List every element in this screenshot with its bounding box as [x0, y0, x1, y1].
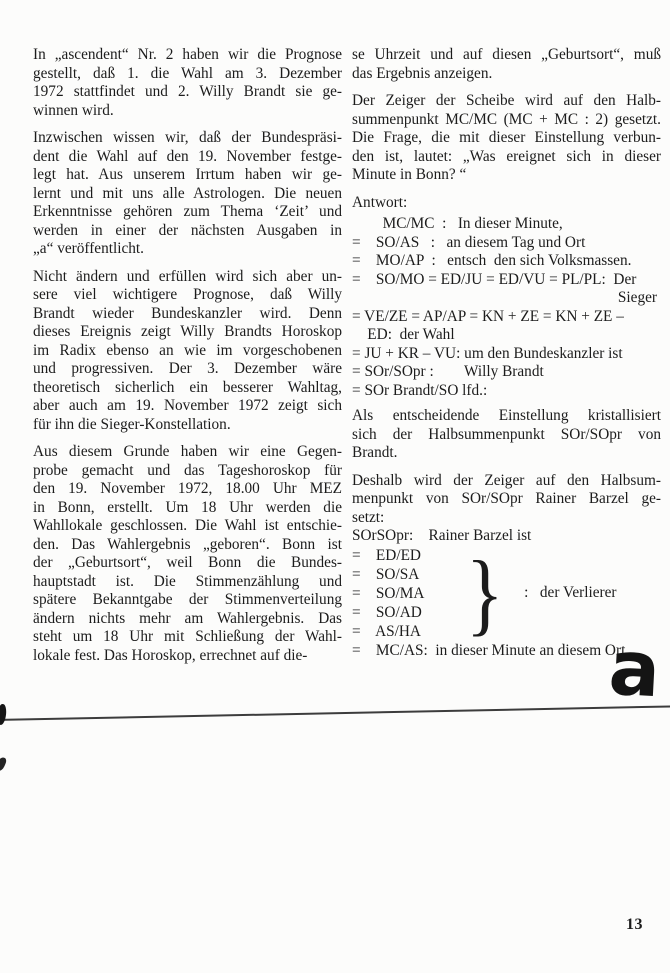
- answer-line: = SO/MO = ED/JU = ED/VU = PL/PL: Der: [352, 270, 637, 288]
- text-line: = SO/AD: [352, 603, 422, 621]
- magazine-logo-a: a: [606, 622, 663, 715]
- text-line: = ED/ED: [352, 546, 421, 564]
- text-line: den 19. November 1972, 18.00 Uhr MEZ: [33, 480, 342, 497]
- text-line: Minute in Bonn? “: [352, 166, 467, 183]
- text-line: und progressiven. Der 3. Dezember wäre: [33, 360, 342, 377]
- text-line: Als entscheidende Einstellung kristallisiert: [352, 407, 661, 424]
- text-line: probe gemacht und das Tageshoroskop für: [33, 461, 342, 479]
- text-line: In „ascendent“ Nr. 2 haben wir die Prognose: [33, 46, 342, 63]
- answer-line: = JU + KR – VU: um den Bundeskanzler ist: [352, 344, 623, 362]
- text-line: Brandt wieder Bundeskanzler wird. Denn: [33, 304, 342, 322]
- text-line: summenpunkt MC/MC (MC + MC : 2) gesetzt.: [352, 110, 661, 128]
- right-column: [352, 46, 661, 660]
- answer-line: = SO/AS : an diesem Tag und Ort: [352, 233, 586, 251]
- text-line: steht um 18 Uhr mit Schließung der Wahl-: [33, 628, 342, 645]
- text-line: 1972 stattfindet und 2. Willy Brandt sie ge-: [33, 83, 342, 100]
- text-line: legt hat. Aus unserem Irrtum haben wir ge-: [33, 166, 342, 183]
- mcas-line: = MC/AS: in dieser Minute an diesem Ort.: [352, 641, 630, 659]
- text-line: theoretisch sicherlich ein besserer Wahltag,: [33, 378, 342, 396]
- text-line: werden in einer der nächsten Ausgaben in: [33, 221, 342, 239]
- verlierer-rows: [352, 546, 466, 641]
- answer-line: = SOr/SOpr : Willy Brandt: [352, 363, 544, 380]
- text-line: Brandt.: [352, 444, 398, 461]
- text-line: hauptstadt ist. Die Stimmenzählung und: [33, 572, 342, 590]
- text-line: im Radix ebenso an wie im vorgeschobenen: [33, 341, 342, 359]
- text-line: Der Zeiger der Scheibe wird auf den Halb-: [352, 92, 661, 109]
- text-line: lernt und mit uns alle Astrologen. Die neuen: [33, 184, 342, 202]
- text-line: den. Das Wahlergebnis „geboren“. Bonn ist: [33, 535, 342, 553]
- text-line: Erkenntnisse gehören zum Thema ‘Zeit’ und: [33, 203, 342, 220]
- verlierer-label: : der Verlierer: [524, 583, 617, 601]
- paragraph: [352, 92, 661, 185]
- text-line: spätere Bekanntgabe der Stimmenverteilung: [33, 591, 342, 608]
- text-line: Wahllokale geschlossen. Die Wahl ist entschie-: [33, 517, 342, 534]
- paragraph: [33, 268, 342, 435]
- paragraph: [33, 129, 342, 259]
- text-line: aber auch am 19. November 1972 zeigt sich: [33, 397, 342, 414]
- scan-artifact-line: [0, 705, 670, 721]
- answer-line: ED: der Wahl: [352, 326, 455, 343]
- text-line: setzt:: [352, 508, 385, 526]
- text-line: dieses Ereignis zeigt Willy Brandts Horoskop: [33, 323, 342, 340]
- text-line: ändern nichts mehr am Wahlergebnis. Das: [33, 609, 342, 627]
- text-line: Aus diesem Grunde haben wir eine Gegen-: [33, 443, 342, 460]
- text-line: Inzwischen wissen wir, daß der Bundespräsi-: [33, 129, 342, 146]
- text-line: Nicht ändern und erfüllen wird sich aber un-: [33, 267, 342, 285]
- text-line: sere viel wichtigere Prognose, daß Willy: [33, 286, 342, 303]
- answer-line: MC/MC : In dieser Minute,: [352, 215, 563, 232]
- paragraph: [33, 46, 342, 120]
- text-line: = AS/HA: [352, 622, 421, 640]
- left-column: [33, 46, 342, 674]
- text-line: sich der Halbsummenpunkt SOr/SOpr von: [352, 425, 661, 443]
- answer-line: = MO/AP : entsch den sich Volksmassen.: [352, 252, 632, 269]
- text-line: gestellt, daß 1. die Wahl am 3. Dezember: [33, 64, 342, 82]
- text-line: = SO/MA: [352, 584, 425, 602]
- page-number: 13: [626, 916, 643, 933]
- text-line: „a“ veröffentlicht.: [33, 240, 144, 257]
- text-line: den ist, lautet: „Was ereignet sich in dieser: [352, 147, 661, 165]
- scan-artifact-blob: [0, 704, 7, 726]
- sorsopr-line: SOrSOpr: Rainer Barzel ist: [352, 527, 532, 544]
- curly-brace-glyph: }: [466, 542, 504, 644]
- text-line: menpunkt von SOr/SOpr Rainer Barzel ge-: [352, 490, 661, 507]
- paragraph: [352, 46, 661, 83]
- text-line: für ihn die Sieger-Konstellation.: [33, 415, 231, 433]
- text-line: der „Geburtsort“, weil Bonn die Bundes-: [33, 554, 342, 571]
- answer-line: = SOr Brandt/SO lfd.:: [352, 381, 488, 399]
- answer-list: [352, 215, 661, 400]
- text-line: lokale fest. Das Horoskop, errechnet auf die-: [33, 646, 308, 664]
- text-line: winnen wird.: [33, 101, 114, 119]
- text-line: se Uhrzeit und auf diesen „Geburtsort“, muß: [352, 46, 661, 63]
- text-line: das Ergebnis anzeigen.: [352, 64, 493, 82]
- answer-line-sieger: Sieger: [617, 289, 657, 306]
- text-line: Deshalb wird der Zeiger auf den Halbsum-: [352, 471, 661, 489]
- paragraph: [33, 443, 342, 665]
- text-line: Die Frage, die mit dieser Einstellung verbun-: [352, 129, 661, 146]
- answer-heading: Antwort:: [352, 193, 408, 211]
- answer-line: = VE/ZE = AP/AP = KN + ZE = KN + ZE –: [352, 307, 624, 325]
- scan-artifact-tick: [0, 756, 8, 772]
- paragraph: [352, 407, 661, 463]
- text-line: in Bonn, erstellt. Um 18 Uhr werden die: [33, 498, 342, 516]
- text-line: dent die Wahl auf den 19. November festge-: [33, 147, 342, 165]
- paragraph: [352, 472, 661, 528]
- text-line: = SO/SA: [352, 565, 420, 583]
